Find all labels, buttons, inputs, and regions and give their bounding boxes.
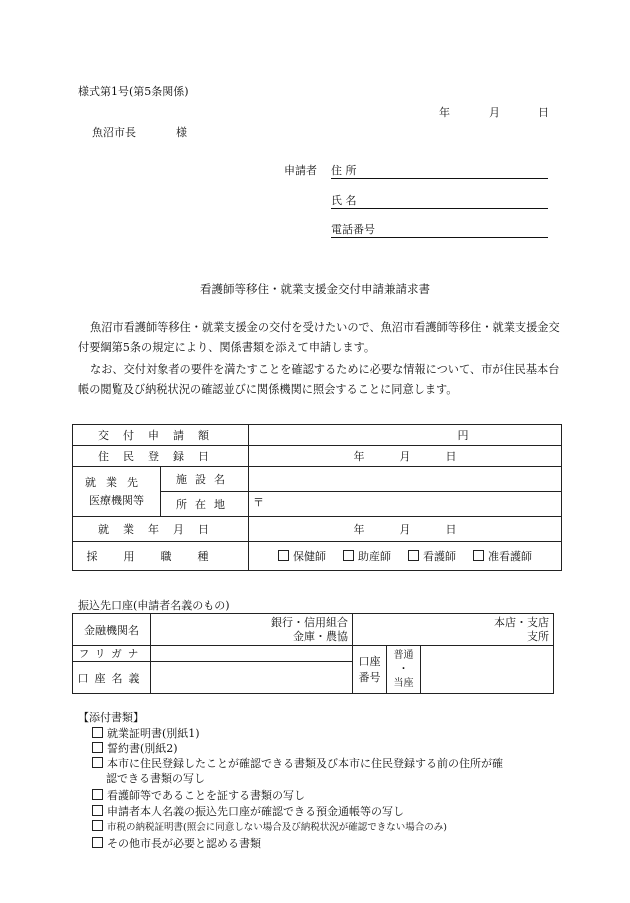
attachment-item: 本市に住民登録したことが確認できる書類及び本市に住民登録する前の住所が確 bbox=[92, 756, 503, 772]
day-label: 日 bbox=[445, 450, 457, 463]
account-number-field[interactable] bbox=[421, 646, 554, 694]
year-label: 年 bbox=[353, 523, 365, 536]
checkbox-icon bbox=[408, 550, 419, 561]
checkbox-icon[interactable] bbox=[92, 757, 103, 768]
attachment-item: 就業証明書(別紙1) bbox=[92, 726, 200, 742]
resident-date-field[interactable] bbox=[249, 446, 562, 467]
name-label: 氏 名 bbox=[331, 194, 357, 207]
attachment-item: その他市長が必要と認める書類 bbox=[92, 836, 261, 852]
branch-field[interactable] bbox=[353, 614, 554, 646]
branch-type-line1: 本店・支店 bbox=[494, 615, 549, 629]
furigana-field[interactable] bbox=[151, 646, 353, 662]
employer-label bbox=[73, 467, 161, 517]
account-type-ordinary: 普通 bbox=[393, 649, 414, 661]
attachments-heading: 【添付書類】 bbox=[78, 711, 144, 724]
attachment-item: 看護師等であることを証する書類の写し bbox=[92, 788, 305, 804]
phone-label: 電話番号 bbox=[331, 223, 375, 236]
attachment-item: 市税の納税証明書(照会に同意しない場合及び納税状況が確認できない場合のみ) bbox=[92, 820, 447, 836]
job-option-public-health-nurse[interactable]: 保健師 bbox=[278, 550, 326, 563]
holder-label: 口座名義 bbox=[73, 662, 151, 694]
body-paragraph-2: なお、交付対象者の要件を満たすことを確認するために必要な情報について、市が住民基本台帳の閲覧及び納税状況の確認並びに関係機関に照会することに同意します。 bbox=[78, 363, 560, 396]
job-type-label: 採用職種 bbox=[73, 542, 249, 571]
checkbox-icon[interactable] bbox=[92, 820, 103, 831]
applicant-name-field[interactable] bbox=[331, 192, 548, 209]
institution-label: 金融機関名 bbox=[73, 614, 151, 646]
institution-field[interactable] bbox=[151, 614, 353, 646]
application-table bbox=[72, 424, 562, 571]
year-label: 年 bbox=[353, 450, 365, 463]
location-label: 所在地 bbox=[161, 492, 249, 517]
postal-mark: 〒 bbox=[253, 496, 264, 509]
employer-label-line2: 医療機関等 bbox=[89, 493, 144, 507]
account-label-line2: 番号 bbox=[358, 670, 381, 684]
month-label: 月 bbox=[399, 523, 411, 536]
attachment-item: 申請者本人名義の振込先口座が確認できる預金通帳等の写し bbox=[92, 804, 404, 820]
form-number: 様式第1号(第5条関係) bbox=[78, 85, 189, 98]
job-type-options bbox=[249, 542, 562, 571]
bank-account-table bbox=[72, 613, 554, 694]
document-title: 看護師等移住・就業支援金交付申請兼請求書 bbox=[200, 282, 430, 296]
month-label: 月 bbox=[399, 450, 411, 463]
job-option-assistant-nurse[interactable]: 准看護師 bbox=[473, 550, 532, 563]
applicant-phone-field[interactable] bbox=[331, 221, 548, 238]
job-option-nurse[interactable]: 看護師 bbox=[408, 550, 456, 563]
furigana-label: フリガナ bbox=[73, 646, 151, 662]
account-type-field[interactable] bbox=[387, 646, 421, 694]
address-label: 住 所 bbox=[331, 164, 357, 177]
amount-unit: 円 bbox=[457, 429, 469, 442]
body-paragraph-1: 魚沼市看護師等移住・就業支援金の交付を受けたいので、魚沼市看護師等移住・就業支援金交付要綱第5条の規定により、関係書類を添えて申請します。 bbox=[78, 321, 560, 354]
applicant-address-field[interactable] bbox=[331, 162, 548, 179]
checkbox-icon bbox=[278, 550, 289, 561]
bank-type-line2: 金庫・農協 bbox=[293, 629, 348, 643]
facility-label: 施設名 bbox=[161, 467, 249, 492]
applicant-label: 申請者 bbox=[284, 164, 317, 177]
amount-field[interactable] bbox=[249, 425, 562, 446]
holder-field[interactable] bbox=[151, 662, 353, 694]
branch-type-line2: 支所 bbox=[527, 629, 549, 643]
bank-type-line1: 銀行・信用組合 bbox=[271, 615, 348, 629]
bank-heading: 振込先口座(申請者名義のもの) bbox=[78, 599, 230, 612]
employer-label-line1: 就業先 bbox=[85, 475, 148, 489]
checkbox-icon[interactable] bbox=[92, 742, 103, 753]
checkbox-icon bbox=[343, 550, 354, 561]
employment-date-label: 就業年月日 bbox=[73, 517, 249, 542]
checkbox-icon[interactable] bbox=[92, 805, 103, 816]
amount-label: 交付申請額 bbox=[73, 425, 249, 446]
attachment-item: 誓約書(別紙2) bbox=[92, 741, 178, 757]
checkbox-icon bbox=[473, 550, 484, 561]
location-field[interactable] bbox=[249, 492, 562, 517]
account-label-line1: 口座 bbox=[358, 654, 381, 668]
checkbox-icon[interactable] bbox=[92, 789, 103, 800]
addressee-name: 魚沼市長 bbox=[92, 126, 136, 139]
checkbox-icon[interactable] bbox=[92, 727, 103, 738]
job-option-midwife[interactable]: 助産師 bbox=[343, 550, 391, 563]
attachment-item-continued: 認できる書類の写し bbox=[106, 772, 205, 785]
addressee-honorific: 様 bbox=[176, 126, 187, 139]
account-type-separator: ・ bbox=[398, 663, 409, 675]
checkbox-icon[interactable] bbox=[92, 837, 103, 848]
facility-name-field[interactable] bbox=[249, 467, 562, 492]
resident-date-label: 住民登録日 bbox=[73, 446, 249, 467]
date-year-label: 年 bbox=[439, 106, 450, 119]
date-month-label: 月 bbox=[489, 106, 500, 119]
employment-date-field[interactable] bbox=[249, 517, 562, 542]
account-number-label bbox=[353, 646, 387, 694]
date-day-label: 日 bbox=[538, 106, 549, 119]
account-type-current: 当座 bbox=[393, 677, 414, 689]
day-label: 日 bbox=[445, 523, 457, 536]
